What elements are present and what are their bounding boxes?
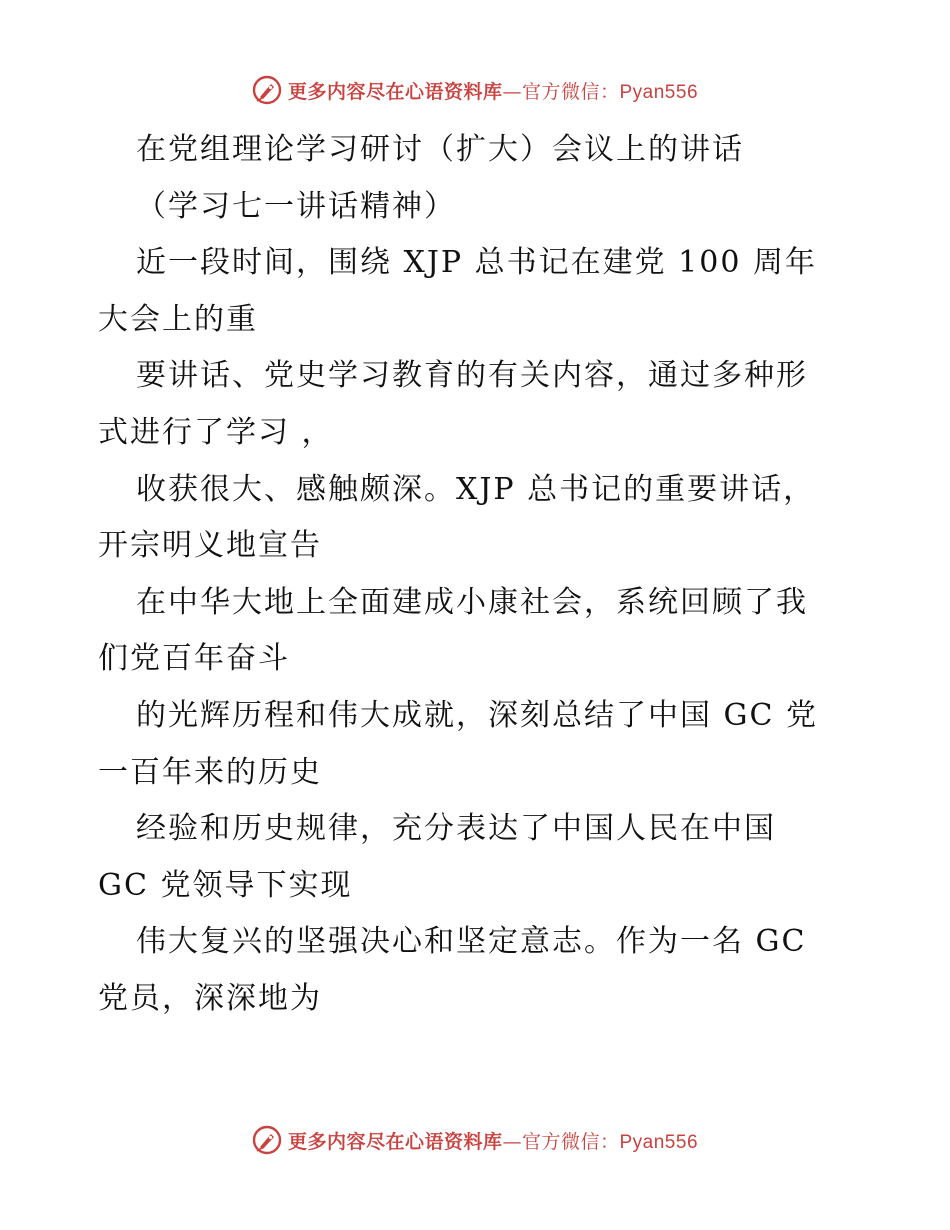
text-line: 伟大复兴的坚强决心和坚定意志。作为一名 GC bbox=[136, 924, 807, 960]
text-line: 在中华大地上全面建成小康社会，系统回顾了我 bbox=[136, 584, 808, 620]
text-line: 大会上的重 bbox=[98, 301, 258, 337]
text-line: GC 党领导下实现 bbox=[98, 867, 353, 903]
text-line: 党员，深深地为 bbox=[98, 980, 322, 1016]
document-title: 在党组理论学习研讨（扩大）会议上的讲话 bbox=[136, 132, 744, 167]
watermark-dash: — bbox=[502, 1130, 522, 1153]
text-line: 经验和历史规律，充分表达了中国人民在中国 bbox=[136, 811, 776, 847]
text-line: 们党百年奋斗 bbox=[98, 641, 290, 677]
document-body bbox=[98, 122, 858, 1028]
watermark-wechat-label: 官方微信： bbox=[521, 1130, 620, 1153]
pen-nib-logo-icon bbox=[252, 1125, 282, 1155]
watermark-wechat-id: Pyan556 bbox=[619, 81, 699, 103]
text-line: 一百年来的历史 bbox=[98, 754, 322, 790]
watermark-wechat-label: 官方微信： bbox=[521, 80, 620, 103]
text-line: 近一段时间，围绕 XJP 总书记在建党 100 周年 bbox=[136, 245, 817, 281]
watermark-banner-top bbox=[0, 70, 950, 110]
text-line: 式进行了学习 ， bbox=[98, 414, 334, 450]
watermark-banner-bottom bbox=[0, 1120, 950, 1160]
text-line: 要讲话、党史学习教育的有关内容，通过多种形 bbox=[136, 358, 808, 394]
text-line: 开宗明义地宣告 bbox=[98, 528, 322, 564]
document-subtitle: （学习七一讲话精神） bbox=[136, 188, 456, 224]
pen-nib-logo-icon bbox=[252, 75, 282, 105]
text-line: 的光辉历程和伟大成就，深刻总结了中国 GC 党 bbox=[136, 697, 818, 733]
text-line: 收获很大、感触颇深。XJP 总书记的重要讲话， bbox=[136, 471, 816, 507]
watermark-text: 更多内容尽在心语资料库 bbox=[287, 80, 503, 103]
watermark-dash: — bbox=[502, 80, 522, 103]
watermark-wechat-id: Pyan556 bbox=[619, 1131, 699, 1153]
watermark-text: 更多内容尽在心语资料库 bbox=[287, 1130, 503, 1153]
